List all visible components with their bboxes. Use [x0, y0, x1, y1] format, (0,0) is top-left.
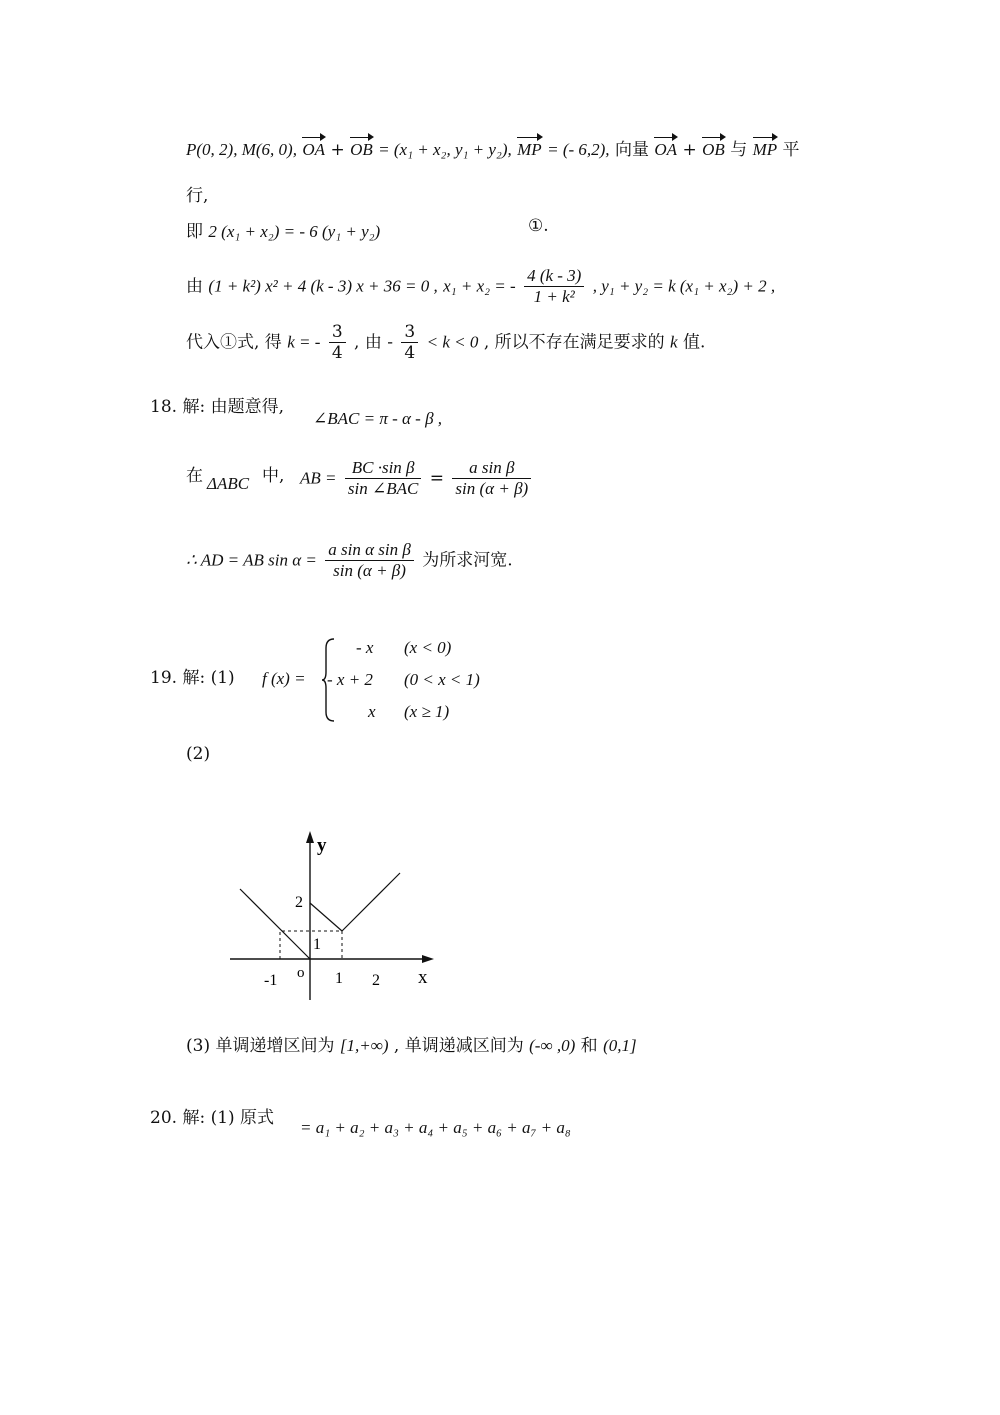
branch-pos-x	[342, 873, 400, 931]
y-tick-1: 1	[313, 936, 321, 953]
ad-formula: ∴ AD = AB sin α =	[186, 550, 317, 570]
case-2-cond: (0 < x < 1)	[404, 670, 480, 689]
case-3-expr: x	[368, 702, 376, 721]
equation-1: 2 (x₁ + x₂) = - 6 (y₁ + y₂)	[208, 222, 381, 241]
line-4	[186, 266, 775, 308]
fraction-num: 3	[401, 322, 418, 343]
y-axis-arrow-icon	[306, 831, 314, 843]
vector-ob-2: OB	[702, 140, 725, 159]
vector-mp-2: MP	[752, 140, 778, 159]
fraction-den: 4	[331, 343, 343, 364]
q19-part-2: (2)	[186, 744, 211, 764]
fx-label: f (x) =	[262, 669, 306, 688]
k-value: k = -	[287, 332, 321, 352]
q20-label: 20. 解: (1) 原式	[150, 1108, 275, 1128]
text-yu: 与	[730, 140, 748, 160]
fraction-num: 4 (k - 3)	[524, 266, 584, 287]
q18-ab-eq	[300, 458, 534, 500]
text-xiangliang: 向量	[614, 140, 649, 160]
function-graph	[220, 825, 450, 1000]
origin-label: o	[297, 965, 305, 981]
q19-part-3	[186, 1036, 637, 1056]
triangle-abc: ΔABC	[207, 474, 250, 493]
y-tick-2: 2	[295, 894, 303, 911]
interval-decreasing-2: (0,1]	[603, 1036, 637, 1055]
quadratic-eq: (1 + k²) x² + 4 (k - 3) x + 36 = 0 ,	[208, 276, 438, 296]
ab-label: AB =	[300, 468, 337, 488]
text-zai: 在	[186, 466, 203, 486]
q19-label: 19. 解: (1)	[150, 668, 235, 688]
fraction-three-quarters-2	[401, 322, 418, 364]
x-label: x	[418, 967, 428, 988]
text-increasing: (3) 单调递增区间为	[186, 1036, 335, 1056]
x-tick-neg1: -1	[264, 972, 278, 989]
fraction-ab-1	[345, 458, 421, 500]
x-tick-2: 2	[372, 972, 380, 989]
line-2: 行,	[186, 186, 209, 206]
q20-expr: = a₁ + a₂ + a₃ + a₄ + a₅ + a₆ + a₇ + a₈	[300, 1118, 571, 1137]
text-ping: 平	[782, 140, 800, 160]
vector-ob: OB	[350, 140, 373, 159]
equals: =	[429, 468, 445, 489]
text-zhong: 中,	[262, 466, 285, 486]
dashed-guides	[280, 931, 342, 959]
interval-decreasing-1: (-∞ ,0)	[529, 1036, 576, 1055]
sum-x: x₁ + x₂ = -	[443, 276, 516, 296]
vector-mp: MP	[517, 140, 542, 159]
line-3	[186, 222, 380, 242]
text-he: 和	[580, 1036, 598, 1056]
q18-angle: ∠BAC = π - α - β ,	[313, 409, 443, 428]
case-3-cond: (x ≥ 1)	[404, 702, 450, 721]
interval-increasing: [1,+∞)	[339, 1036, 389, 1055]
fraction-three-quarters	[329, 322, 346, 364]
fraction-num: a sin α sin β	[325, 540, 414, 561]
text-zhi: 值.	[682, 332, 706, 353]
fraction-den: 1 + k²	[533, 287, 575, 307]
sum-coords: = (x₁ + x₂, y₁ + y₂),	[378, 140, 512, 159]
mp-value: = (- 6,2),	[547, 140, 610, 159]
vector-oa: OA	[302, 140, 326, 159]
text-you: 由	[186, 276, 203, 297]
case-1-expr: - x	[356, 638, 374, 657]
x-tick-1: 1	[335, 970, 343, 987]
line-1	[186, 140, 800, 160]
text-ji: 即	[186, 222, 203, 242]
plus-sign-2: +	[682, 140, 697, 160]
case-2-expr: - x + 2	[327, 670, 373, 689]
fraction-den: sin (α + β)	[455, 479, 529, 499]
text-daoru: 代入①式, 得	[186, 332, 282, 353]
q18-line-2	[186, 466, 203, 486]
k-symbol: k	[670, 332, 678, 352]
text-decreasing: , 单调递减区间为	[393, 1036, 524, 1056]
points-pm: P(0, 2), M(6, 0),	[186, 140, 297, 159]
plus-sign: +	[330, 140, 345, 160]
q18-line-3	[186, 540, 513, 582]
text-you-2: , 由 -	[354, 332, 394, 353]
branch-mid	[310, 903, 342, 931]
text-conclusion: , 所以不存在满足要求的	[483, 332, 665, 353]
text-river-width: 为所求河宽.	[422, 550, 513, 571]
k-range: < k < 0	[426, 332, 479, 352]
fraction-num: BC ·sin β	[345, 458, 421, 479]
q18-label: 18. 解: 由题意得,	[150, 397, 284, 417]
equation-mark: ①.	[528, 216, 549, 236]
sum-y: , y₁ + y₂ = k (x₁ + x₂) + 2 ,	[592, 276, 776, 296]
fraction-den: 4	[404, 343, 416, 364]
x-axis-arrow-icon	[422, 955, 434, 963]
fraction-ab-2	[452, 458, 531, 500]
fraction-den: sin ∠BAC	[347, 479, 419, 499]
y-label: y	[317, 835, 327, 856]
fraction-ad	[325, 540, 414, 582]
vector-oa-2: OA	[654, 140, 678, 159]
line-5	[186, 322, 705, 364]
fraction-num: 3	[329, 322, 346, 343]
fraction-sum-x	[524, 266, 584, 308]
fraction-den: sin (α + β)	[333, 561, 406, 581]
case-1-cond: (x < 0)	[404, 638, 452, 657]
fraction-num: a sin β	[452, 458, 531, 479]
